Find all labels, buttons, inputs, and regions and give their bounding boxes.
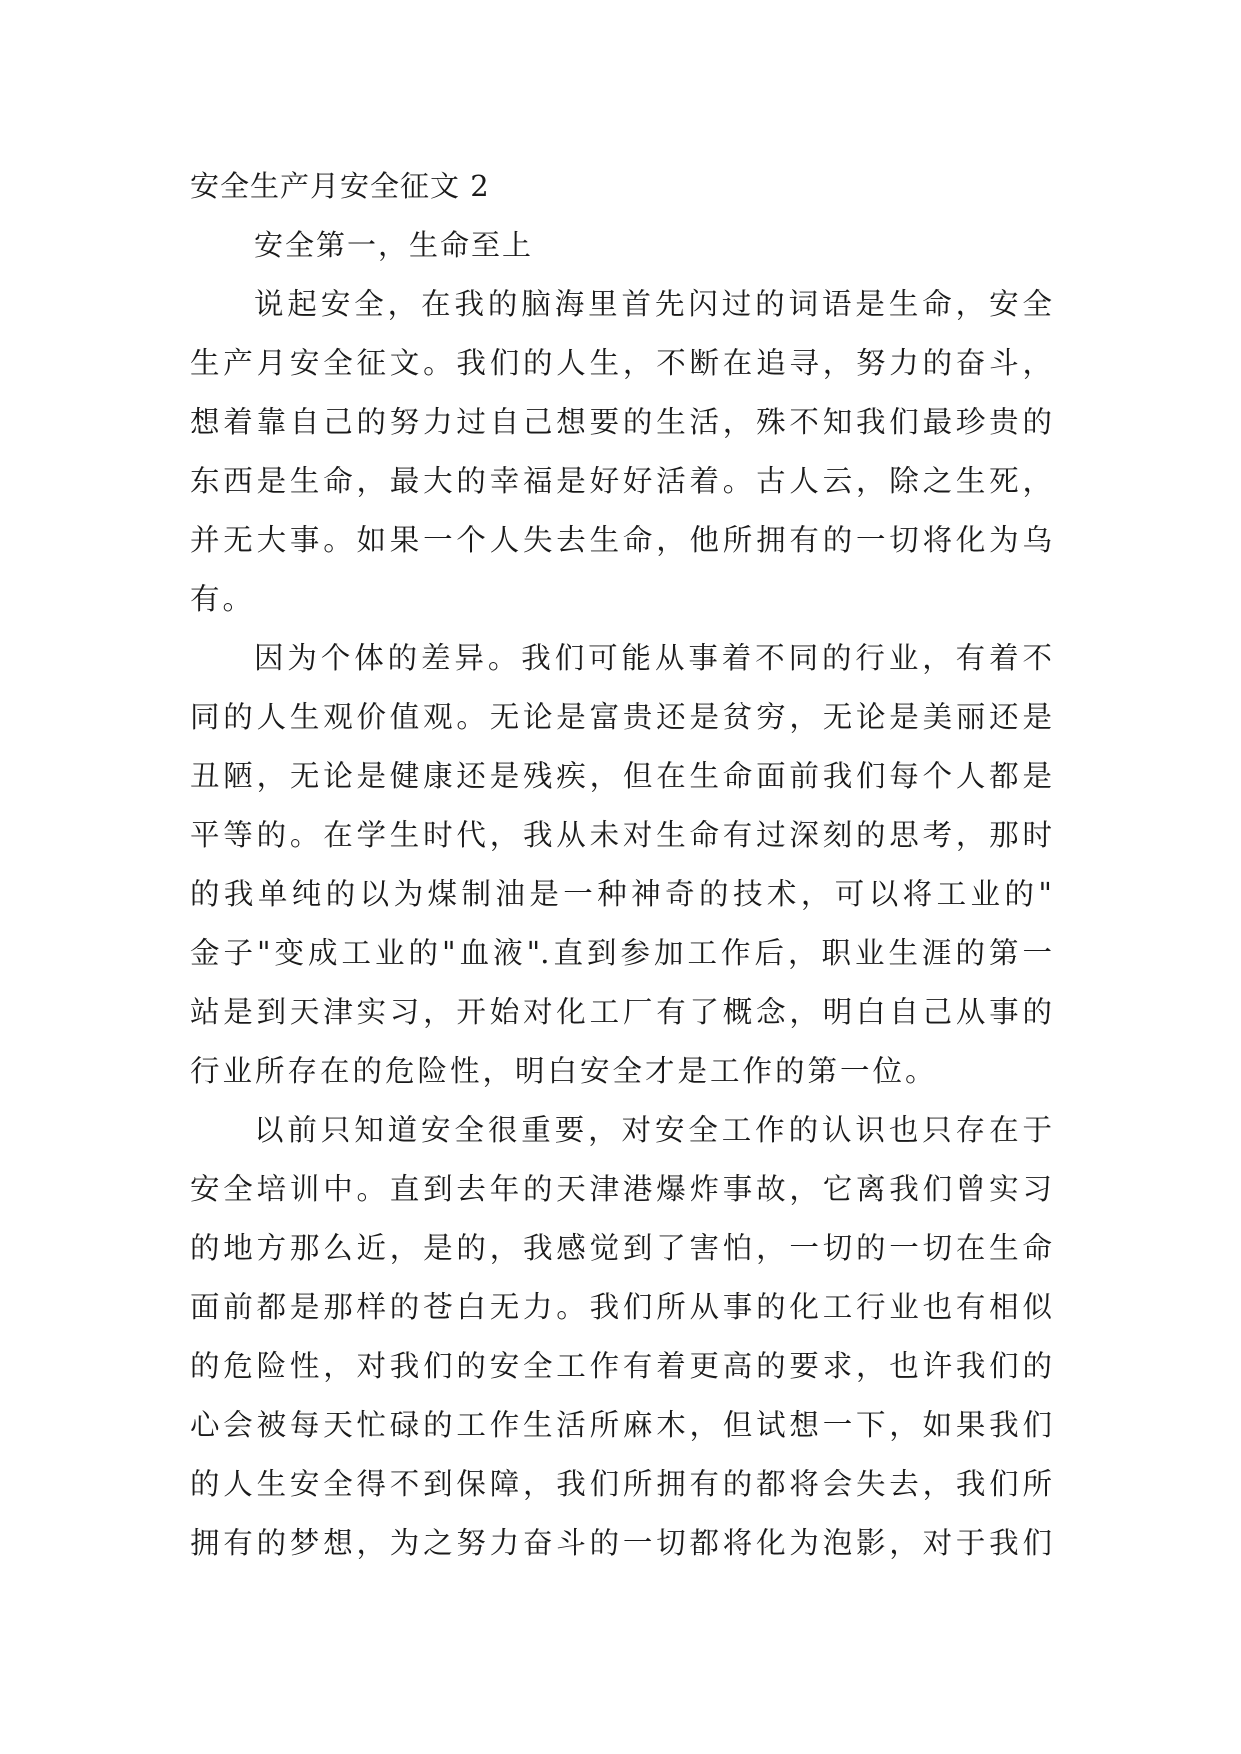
document-title: 安全生产月安全征文 2 bbox=[190, 169, 490, 203]
paragraph-1-line: 生产月安全征文。我们的人生，不断在追寻，努力的奋斗， bbox=[190, 346, 1052, 380]
paragraph-2-line: 平等的。在学生时代，我从未对生命有过深刻的思考，那时 bbox=[190, 818, 1052, 852]
document-subtitle: 安全第一，生命至上 bbox=[254, 228, 534, 262]
paragraph-1-line: 说起安全，在我的脑海里首先闪过的词语是生命，安全 bbox=[254, 287, 1052, 321]
paragraph-1-line: 并无大事。如果一个人失去生命，他所拥有的一切将化为乌 bbox=[190, 523, 1052, 557]
paragraph-2-line: 同的人生观价值观。无论是富贵还是贫穷，无论是美丽还是 bbox=[190, 700, 1052, 734]
paragraph-2-line: 的我单纯的以为煤制油是一种神奇的技术，可以将工业的" bbox=[190, 877, 1052, 911]
paragraph-2-line: 站是到天津实习，开始对化工厂有了概念，明白自己从事的 bbox=[190, 995, 1052, 1029]
paragraph-3-line: 的地方那么近，是的，我感觉到了害怕，一切的一切在生命 bbox=[190, 1231, 1052, 1265]
paragraph-3-line: 的人生安全得不到保障，我们所拥有的都将会失去，我们所 bbox=[190, 1467, 1052, 1501]
paragraph-3-line: 的危险性，对我们的安全工作有着更高的要求，也许我们的 bbox=[190, 1349, 1052, 1383]
paragraph-3-line: 安全培训中。直到去年的天津港爆炸事故，它离我们曾实习 bbox=[190, 1172, 1052, 1206]
paragraph-2-line: 金子"变成工业的"血液".直到参加工作后，职业生涯的第一 bbox=[190, 936, 1052, 970]
paragraph-2-line: 因为个体的差异。我们可能从事着不同的行业，有着不 bbox=[254, 641, 1052, 675]
paragraph-3-line: 面前都是那样的苍白无力。我们所从事的化工行业也有相似 bbox=[190, 1290, 1052, 1324]
paragraph-3-line: 心会被每天忙碌的工作生活所麻木，但试想一下，如果我们 bbox=[190, 1408, 1052, 1442]
paragraph-1-line: 想着靠自己的努力过自己想要的生活，殊不知我们最珍贵的 bbox=[190, 405, 1052, 439]
paragraph-3-line: 以前只知道安全很重要，对安全工作的认识也只存在于 bbox=[254, 1113, 1052, 1147]
paragraph-2-line: 行业所存在的危险性，明白安全才是工作的第一位。 bbox=[190, 1054, 938, 1088]
paragraph-1-line: 东西是生命，最大的幸福是好好活着。古人云，除之生死， bbox=[190, 464, 1052, 498]
paragraph-2-line: 丑陋，无论是健康还是残疾，但在生命面前我们每个人都是 bbox=[190, 759, 1052, 793]
paragraph-1-line: 有。 bbox=[190, 582, 256, 616]
paragraph-3-line: 拥有的梦想，为之努力奋斗的一切都将化为泡影，对于我们 bbox=[190, 1526, 1052, 1560]
